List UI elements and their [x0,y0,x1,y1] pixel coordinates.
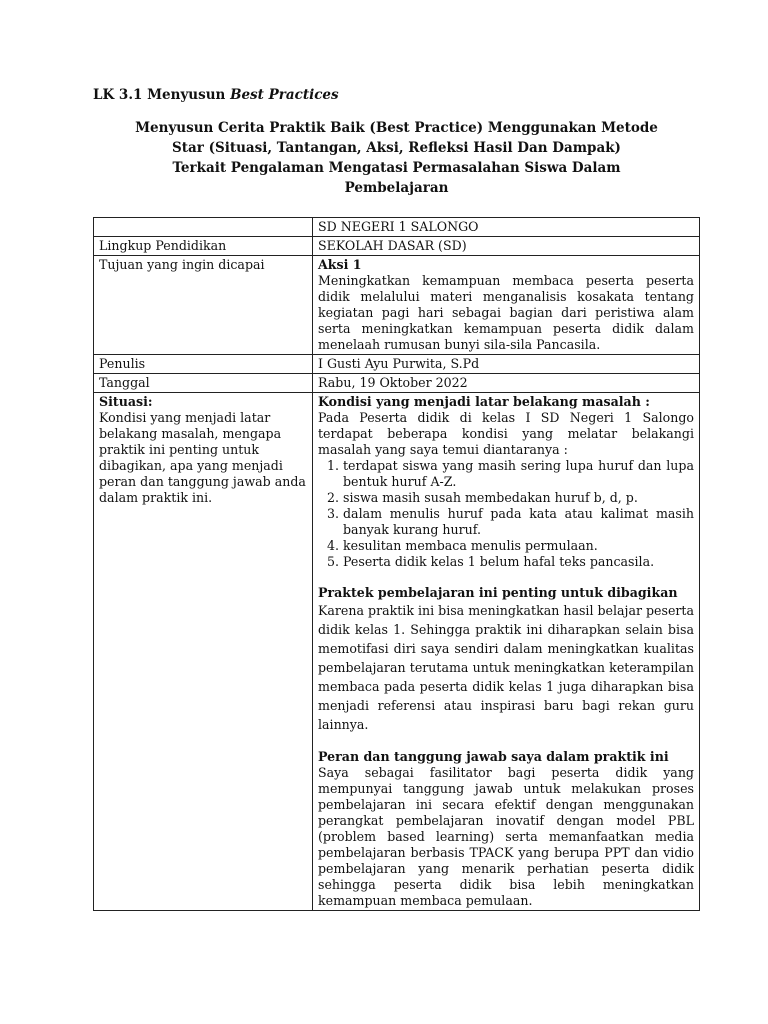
lingkup-label: Lingkup Pendidikan [94,237,313,256]
title-line-2: Star (Situasi, Tantangan, Aksi, Refleksi Hasil Dan Dampak) [172,140,621,156]
situasi-label-cell [94,393,313,911]
tujuan-cell [313,256,700,355]
tanggal-label: Tanggal [94,374,313,393]
table-row [94,393,700,911]
penulis-label: Penulis [94,355,313,374]
list-item: 1. terdapat siswa yang masih sering lupa huruf dan lupa bentuk huruf A-Z. [343,458,694,490]
best-practice-table [93,217,700,911]
title-line-1: Menyusun Cerita Praktik Baik (Best Practice) Menggunakan Metode [135,120,658,136]
table-row [94,374,700,393]
worksheet-label-prefix: LK 3.1 Menyusun [93,87,231,103]
tanggal-value: Rabu, 19 Oktober 2022 [313,374,700,393]
list-item: 2. siswa masih susah membedakan huruf b, d, p. [343,490,694,506]
peran-heading: Peran dan tanggung jawab saya dalam praktik ini [318,749,669,764]
kondisi-intro: Pada Peserta didik di kelas I SD Negeri 1 Salongo terdapat beberapa kondisi yang melatar belakangi masalah yang saya temui diantaranya : [318,410,694,457]
situasi-content-cell [313,393,700,911]
aksi-heading: Aksi 1 [318,257,362,272]
praktek-heading: Praktek pembelajaran ini penting untuk dibagikan [318,585,678,600]
list-item: 3. dalam menulis huruf pada kata atau kalimat masih banyak kurang huruf. [343,506,694,538]
worksheet-label [93,87,339,103]
list-item: 4. kesulitan membaca menulis permulaan. [343,538,694,554]
title-line-4: Pembelajaran [344,180,449,196]
document-title [93,118,700,198]
table-row [94,256,700,355]
praktek-text: Karena praktik ini bisa meningkatkan hasil belajar peserta didik kelas 1. Sehingga praktik ini diharapkan selain bisa memotifasi diri saya sendiri dalam meningkatkan kualitas pembelajaran terutama untuk meningkatkan keterampilan membaca pada peserta didik kelas 1 juga diharapkan bisa menjadi referensi atau inspirasi baru bagi rekan guru lainnya. [318,603,694,732]
worksheet-label-italic: Best Practices [230,87,339,103]
tujuan-text: Meningkatkan kemampuan membaca peserta peserta didik melalului materi menganalisis kosakata tentang kegiatan pagi hari sebagai bagian dari peristiwa alam serta meningkatkan kemampuan peserta didik dalam menelaah rumusan bunyi sila-sila Pancasila. [318,273,694,352]
list-item: 5. Peserta didik kelas 1 belum hafal teks pancasila. [343,554,694,570]
empty-label-cell [94,218,313,237]
situasi-label-text: Kondisi yang menjadi latar belakang masalah, mengapa praktik ini penting untuk dibagikan, apa yang menjadi peran dan tanggung jawab anda dalam praktik ini. [99,410,306,505]
situasi-label-title: Situasi: [99,394,153,409]
lingkup-value: SEKOLAH DASAR (SD) [313,237,700,256]
table-row [94,218,700,237]
table-row [94,237,700,256]
peran-text: Saya sebagai fasilitator bagi peserta didik yang mempunyai tanggung jawab untuk melakukan proses pembelajaran ini secara efektif dengan menggunakan perangkat pembelajaran inovatif dengan model PBL (problem based learning) serta memanfaatkan media pembelajaran berbasis TPACK yang berupa PPT dan vidio pembelajaran yang menarik perhatian peserta didik sehingga peserta didik bisa lebih meningkatkan kemampuan membaca pemulaan. [318,765,694,908]
kondisi-list [318,458,694,570]
school-name: SD NEGERI 1 SALONGO [313,218,700,237]
kondisi-heading: Kondisi yang menjadi latar belakang masalah : [318,394,650,409]
penulis-value: I Gusti Ayu Purwita, S.Pd [313,355,700,374]
title-line-3: Terkait Pengalaman Mengatasi Permasalahan Siswa Dalam [172,160,621,176]
tujuan-label: Tujuan yang ingin dicapai [94,256,313,355]
table-row [94,355,700,374]
